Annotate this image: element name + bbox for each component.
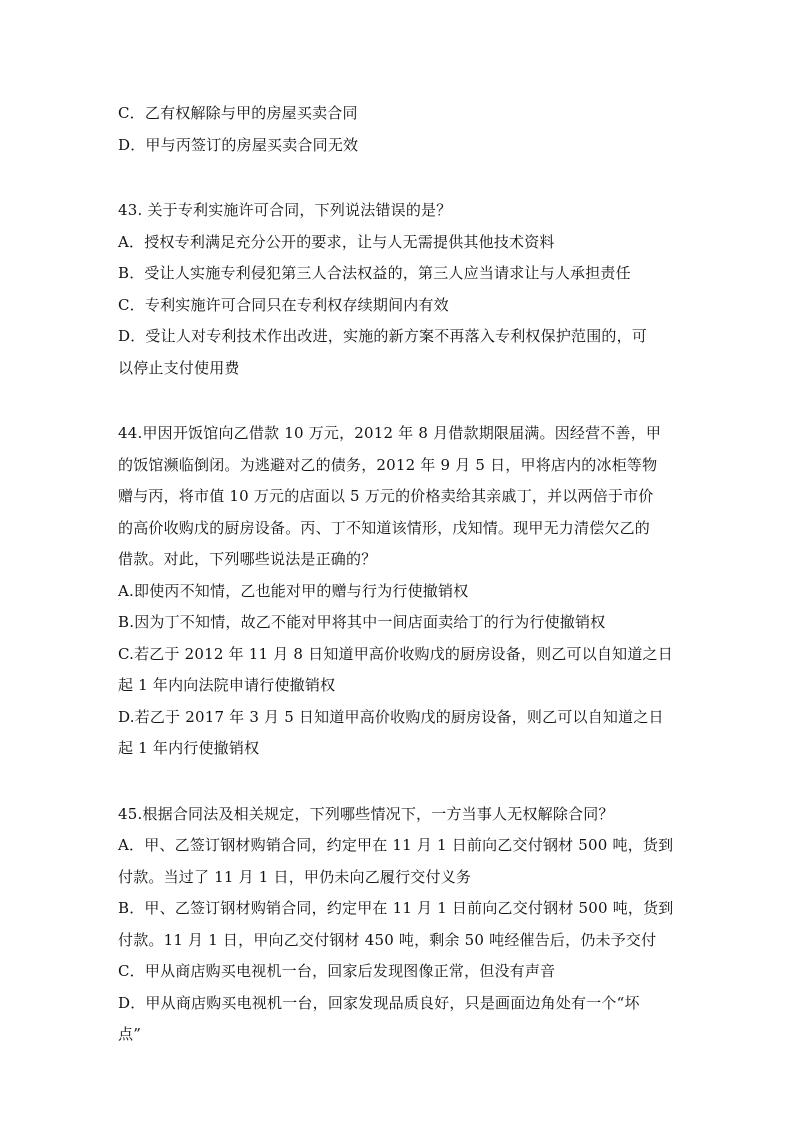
question-stem-continued: 的饭馆濒临倒闭。为逃避对乙的债务，2012 年 9 月 5 日，甲将店内的冰柜等物 bbox=[118, 455, 658, 474]
option-c: C.若乙于 2012 年 11 月 8 日知道甲高价收购戊的厨房设备，则乙可以自知道之日 bbox=[118, 644, 673, 663]
option-d-continued: 起 1 年内行使撤销权 bbox=[118, 739, 260, 757]
option-d: D．甲与丙签订的房屋买卖合同无效 bbox=[118, 135, 359, 154]
option-c: C．乙有权解除与甲的房屋买卖合同 bbox=[118, 104, 358, 122]
option-d-continued: 点” bbox=[118, 1025, 142, 1043]
option-d-continued: 以停止支付使用费 bbox=[118, 358, 240, 377]
option-c-continued: 起 1 年内向法院申请行使撤销权 bbox=[118, 676, 336, 694]
question-43 bbox=[118, 195, 678, 384]
question-stem: 45.根据合同法及相关规定，下列哪些情况下，一方当事人无权解除合同？ bbox=[118, 804, 614, 823]
option-a: A．授权专利满足充分公开的要求，让与人无需提供其他技术资料 bbox=[118, 232, 555, 251]
option-d: D．受让人对专利技术作出改进，实施的新方案不再落入专利权保护范围的，可 bbox=[118, 327, 648, 345]
option-c: C．专利实施许可合同只在专利权存续期间内有效 bbox=[118, 295, 449, 314]
question-stem: 44.甲因开饭馆向乙借款 10 万元，2012 年 8 月借款期限届满。因经营不善，甲 bbox=[118, 424, 662, 442]
option-c: C．甲从商店购买电视机一台，回家后发现图像正常，但没有声音 bbox=[118, 962, 556, 980]
option-a: A．甲、乙签订钢材购销合同，约定甲在 11 月 1 日前向乙交付钢材 500 吨，货到 bbox=[118, 836, 674, 854]
question-stem-continued: 的高价收购戊的厨房设备。丙、丁不知道该情形，戊知情。现甲无力清偿欠乙的 bbox=[118, 518, 651, 537]
option-b: B.因为丁不知情，故乙不能对甲将其中一间店面卖给丁的行为行使撤销权 bbox=[118, 613, 606, 631]
option-d: D.若乙于 2017 年 3 月 5 日知道甲高价收购戊的厨房设备，则乙可以自知道之日 bbox=[118, 707, 664, 726]
option-a: A.即使丙不知情，乙也能对甲的赠与行为行使撤销权 bbox=[118, 581, 469, 600]
question-42-options bbox=[118, 98, 678, 161]
option-b: B．受让人实施专利侵犯第三人合法权益的，第三人应当请求让与人承担责任 bbox=[118, 264, 631, 282]
option-b: B．甲、乙签订钢材购销合同，约定甲在 11 月 1 日前向乙交付钢材 500 吨，货到 bbox=[118, 899, 674, 917]
option-a-continued: 付款。当过了 11 月 1 日，甲仍未向乙履行交付义务 bbox=[118, 867, 472, 886]
question-stem-continued: 借款。对此，下列哪些说法是正确的？ bbox=[118, 550, 377, 568]
option-b-continued: 付款。11 月 1 日，甲向乙交付钢材 450 吨，剩余 50 吨经催告后，仍未予交付 bbox=[118, 930, 657, 949]
question-44 bbox=[118, 418, 678, 765]
document-body bbox=[118, 98, 678, 1051]
option-d: D．甲从商店购买电视机一台，回家发现品质良好，只是画面边角处有一个“坏 bbox=[118, 993, 640, 1012]
question-stem-continued: 赠与丙，将市值 10 万元的店面以 5 万元的价格卖给其亲戚丁，并以两倍于市价 bbox=[118, 487, 654, 505]
question-stem: 43. 关于专利实施许可合同，下列说法错误的是？ bbox=[118, 201, 452, 219]
question-45 bbox=[118, 799, 678, 1051]
